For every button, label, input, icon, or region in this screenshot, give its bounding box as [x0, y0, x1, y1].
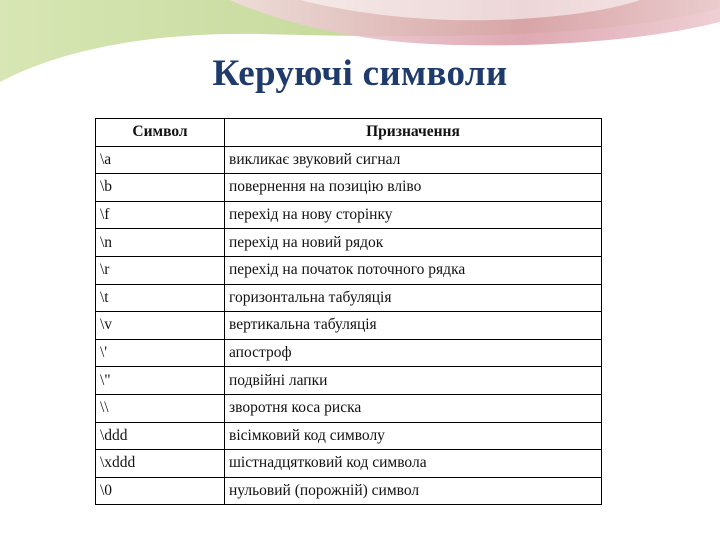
table-row	[96, 312, 602, 340]
purpose-cell: зворотня коса риска	[225, 394, 602, 422]
symbol-cell: \b	[96, 174, 225, 202]
symbol-cell: \t	[96, 284, 225, 312]
symbol-cell: \v	[96, 312, 225, 340]
header-purpose: Призначення	[225, 119, 602, 147]
purpose-cell: перехід на новий рядок	[225, 229, 602, 257]
symbol-cell: \'	[96, 339, 225, 367]
symbol-cell: \ddd	[96, 422, 225, 450]
control-characters-table	[95, 118, 602, 505]
symbol-cell: \f	[96, 201, 225, 229]
symbol-cell: \n	[96, 229, 225, 257]
table-row	[96, 422, 602, 450]
table-row	[96, 201, 602, 229]
purpose-cell: вертикальна табуляція	[225, 312, 602, 340]
symbol-cell: \0	[96, 477, 225, 505]
purpose-cell: апостроф	[225, 339, 602, 367]
table-row	[96, 174, 602, 202]
symbol-cell: \\	[96, 394, 225, 422]
purpose-cell: вісімковий код символу	[225, 422, 602, 450]
purpose-cell: горизонтальна табуляція	[225, 284, 602, 312]
symbol-cell: \"	[96, 367, 225, 395]
table-row	[96, 450, 602, 478]
slide-title: Керуючі символи	[212, 53, 508, 94]
table-row	[96, 339, 602, 367]
table-header-row	[96, 119, 602, 147]
table-row	[96, 477, 602, 505]
table-row	[96, 229, 602, 257]
purpose-cell: подвійні лапки	[225, 367, 602, 395]
purpose-cell: нульовий (порожній) символ	[225, 477, 602, 505]
symbol-cell: \r	[96, 256, 225, 284]
purpose-cell: перехід на нову сторінку	[225, 201, 602, 229]
symbol-cell: \xddd	[96, 450, 225, 478]
table-row	[96, 284, 602, 312]
header-symbol: Символ	[96, 119, 225, 147]
purpose-cell: шістнадцятковий код символа	[225, 450, 602, 478]
symbol-cell: \a	[96, 146, 225, 174]
purpose-cell: перехід на початок поточного рядка	[225, 256, 602, 284]
purpose-cell: повернення на позицію вліво	[225, 174, 602, 202]
table-row	[96, 394, 602, 422]
table-row	[96, 367, 602, 395]
table-row	[96, 256, 602, 284]
purpose-cell: викликає звуковий сигнал	[225, 146, 602, 174]
table-row	[96, 146, 602, 174]
